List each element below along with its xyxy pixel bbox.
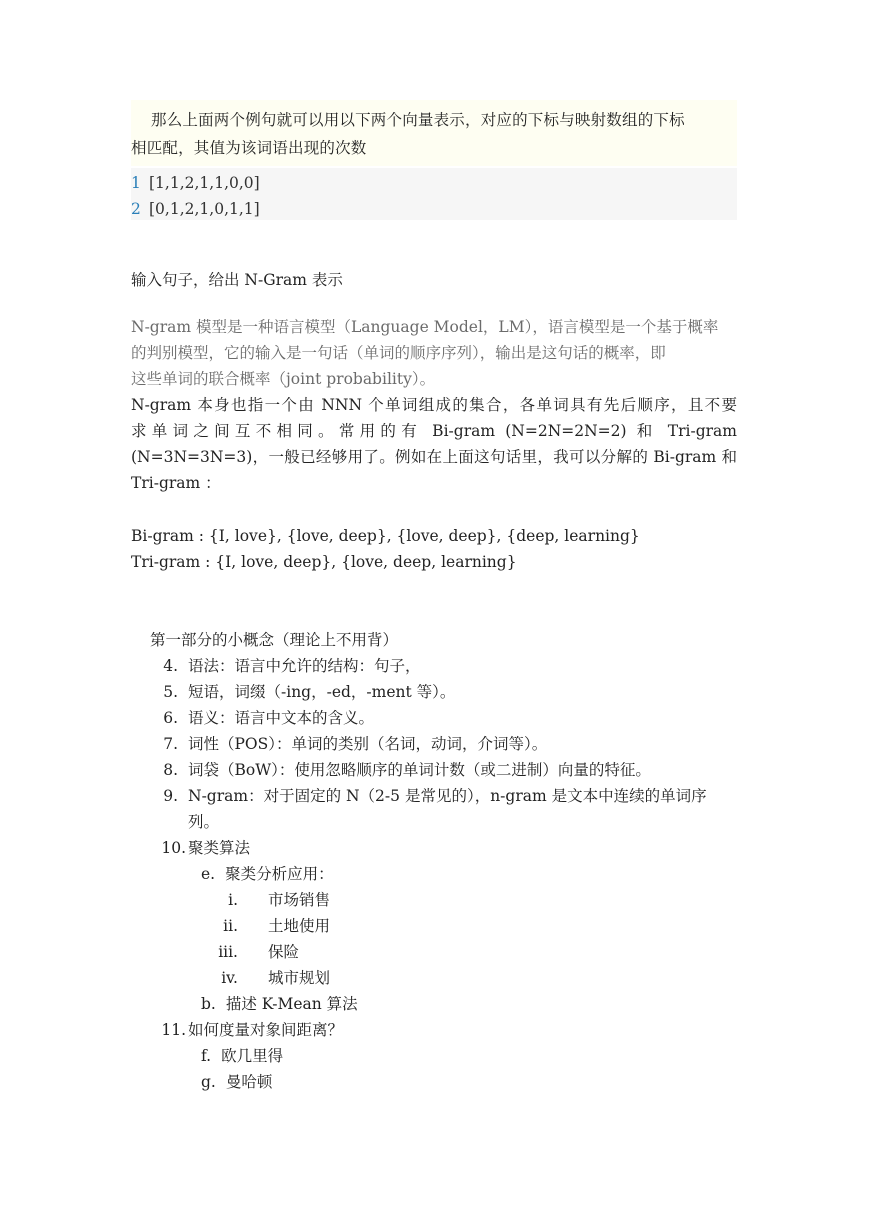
list-marker: 8. [163, 761, 178, 779]
line-number: 2 [131, 200, 141, 218]
list-marker: 7. [163, 735, 178, 753]
list-item [150, 1017, 343, 1043]
sub-list-item [201, 861, 334, 887]
code-line [131, 196, 737, 222]
list-item [150, 679, 455, 705]
note-block [131, 100, 737, 166]
list-text: 城市规划 [268, 969, 331, 987]
list-text: 短语，词缀（-ing，-ed，-ment 等）。 [188, 683, 456, 701]
list-text: 语义：语言中文本的含义。 [188, 709, 375, 727]
list-marker: 11. [161, 1021, 186, 1039]
code-block [131, 168, 737, 220]
trigram-example: Tri-gram : {I, love, deep}, {love, deep, learning} [131, 553, 517, 571]
line-number: 1 [131, 174, 141, 192]
concepts-title: 第一部分的小概念（理论上不用背） [150, 631, 399, 649]
list-item [150, 757, 651, 783]
list-marker: ii. [223, 917, 238, 935]
list-text: 语法：语言中允许的结构：句子， [188, 657, 421, 675]
code-line [131, 170, 737, 196]
body-line: 求单词之间互不相同。常用的有 Bi-gram (N=2N=2N=2) 和 Tri-gram [131, 422, 737, 440]
code-text: [1,1,2,1,1,0,0] [149, 174, 260, 192]
list-continuation: 列。 [188, 813, 220, 831]
note-line-1: 那么上面两个例句就可以用以下两个向量表示，对应的下标与映射数组的下标 [151, 111, 685, 129]
note-line-2: 相匹配，其值为该词语出现的次数 [131, 139, 367, 157]
list-item [150, 653, 421, 679]
list-marker: iv. [221, 969, 238, 987]
list-item [150, 731, 547, 757]
list-marker: g. [201, 1073, 216, 1091]
list-text: 土地使用 [268, 917, 331, 935]
body-paragraph [131, 392, 737, 496]
list-text: N-gram：对于固定的 N（2-5 是常见的），n-gram 是文本中连续的单词序 [188, 787, 707, 805]
list-text: 词性（POS）：单词的类别（名词，动词，介词等）。 [188, 735, 548, 753]
list-text: 曼哈顿 [225, 1073, 273, 1091]
list-marker: iii. [218, 943, 238, 961]
list-text: 词袋（BoW）：使用忽略顺序的单词计数（或二进制）向量的特征。 [188, 761, 651, 779]
list-marker: 10. [161, 839, 186, 857]
list-marker: 6. [163, 709, 178, 727]
list-item [150, 783, 707, 809]
sub-list-item [201, 1069, 272, 1095]
list-marker: b. [201, 995, 216, 1013]
list-text: 描述 K-Mean 算法 [225, 995, 358, 1013]
list-marker: 5. [163, 683, 178, 701]
list-text: 欧几里得 [221, 1047, 284, 1065]
list-text: 市场销售 [268, 891, 331, 909]
list-text: 聚类算法 [188, 839, 251, 857]
list-marker: 4. [163, 657, 178, 675]
list-marker: f. [201, 1047, 212, 1065]
sub-list-item [201, 991, 358, 1017]
quote-line: N-gram 模型是一种语言模型（Language Model，LM），语言模型是一个基于概率 [131, 318, 719, 336]
body-line: N-gram 本身也指一个由 NNN 个单词组成的集合，各单词具有先后顺序，且不要 [131, 396, 737, 414]
list-marker: e. [201, 865, 216, 883]
list-text: 聚类分析应用： [225, 865, 334, 883]
quote-paragraph [131, 314, 737, 392]
list-marker: 9. [163, 787, 178, 805]
list-marker: i. [228, 891, 238, 909]
code-text: [0,1,2,1,0,1,1] [149, 200, 260, 218]
sub-sub-list-item [200, 913, 330, 939]
quote-line: 这些单词的联合概率（joint probability）。 [131, 370, 436, 388]
sub-sub-list-item [200, 939, 299, 965]
body-line: (N=3N=3N=3)，一般已经够用了。例如在上面这句话里，我可以分解的 Bi-gram 和 [131, 448, 737, 466]
sub-sub-list-item [200, 887, 330, 913]
list-item [150, 705, 374, 731]
list-item [150, 835, 250, 861]
sub-sub-list-item [200, 965, 330, 991]
bigram-example: Bi-gram : {I, love}, {love, deep}, {love, deep}, {deep, learning} [131, 527, 640, 545]
list-text: 保险 [268, 943, 300, 961]
body-line: Tri-gram ： [131, 474, 221, 492]
section-heading: 输入句子，给出 N-Gram 表示 [131, 271, 343, 289]
quote-line: 的判别模型，它的输入是一句话（单词的顺序序列），输出是这句话的概率，即 [131, 344, 666, 362]
sub-list-item [201, 1043, 283, 1069]
list-text: 如何度量对象间距离？ [188, 1021, 344, 1039]
